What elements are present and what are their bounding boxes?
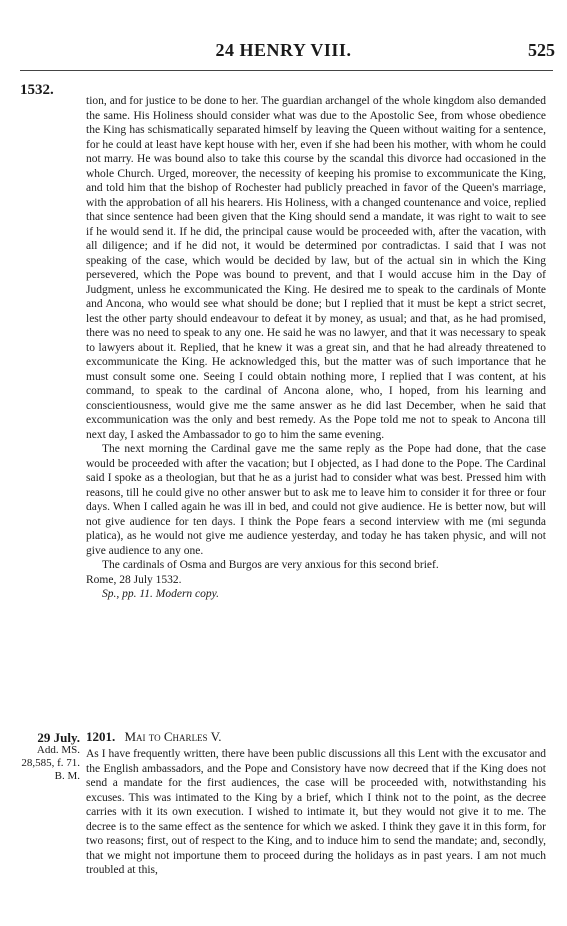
margin-ref-3: B. M. xyxy=(54,770,80,782)
entry-body xyxy=(86,747,546,878)
margin-date: 29 July. xyxy=(37,730,80,745)
paragraph-3: The cardinals of Osma and Burgos are very anxious for this second brief. xyxy=(102,559,439,571)
entry-title: Mai to Charles V. xyxy=(124,729,222,744)
page-number: 525 xyxy=(528,40,555,60)
source-citation: Sp., pp. 11. Modern copy. xyxy=(102,588,220,600)
paragraph-2: The next morning the Cardinal gave me the same reply as the Pope had done, that the case would be proceeded with after the vacation; but I objected, as I had done to the Pope. The Cardinal said I spoke as a theologian, but that he as a jurist had to consider what was best. Pressed him with reasons, till he could give no other answer but to ask me to leave him to consider it for three or four days. When I called again he was ill in bed, and could not give audience. He is better now, but will not give audience for ten days. I think the Pope fears a second interview with me (mi segunda platica), as he would not give me audience yesterday, and today he has taken physic, and will not give audience to any one. xyxy=(86,443,546,557)
margin-ref-2: 28,585, f. 71. xyxy=(21,757,80,769)
date-line: Rome, 28 July 1532. xyxy=(86,573,182,586)
entry-heading xyxy=(86,729,546,745)
margin-year: 1532. xyxy=(20,82,54,98)
paragraph-1: tion, and for justice to be done to her. The guardian archangel of the whole kingdom also demanded the same. His Holiness should consider what was due to the Apostolic See, from whose obedience the King has schismatically separated himself by leaving the Queen without waiting for a sentence, for he could at least have kept house with her, even if she had been his mother, with whom he could not marry. He was bound also to take this course by the scandal this divorce had occasioned in the whole Church. Urged, moreover, the necessity of keeping his promise to excommunicate the King, and told him that the bishop of Rochester had publicly preached in favor of the Queen's marriage, with the approbation of all his hearers. His Holiness, with a changed countenance and voice, replied that since sentence had been given that the King should send a mandate, it was right to wait to see if he would send it. If he did, the principal cause would be proceeded with, after the vacation, with all diligence; and if he did not, it would be determined por contradictas. I said that I was not speaking of the case, which would be decided by law, but of the actual sin in which the King persevered, which the Pope was bound to prevent, and that I would accuse him in the Day of Judgment, unless he excommunicated the King. He desired me to speak to the cardinals of Monte and Ancona, who would see what should be done; but I replied that it must be kept a strict secret, lest the other party should endeavour to defeat it by money, as usual; and that, as he had promised, there was no need to speak to any one. He said he was no lawyer, and that it was necessary to speak to lawyers about it. Replied, that he knew it was a great sin, and that he had already threatened to excommunicate the King. He acknowledged this, but the matter was of such importance that he must consult some one. Seeing I could obtain nothing more, I replied that I was content, at his command, to speak to the cardinal of Ancona alone, who, I hoped, from his learning and conscientiousness, would give me the same answer as he did last December, when he said that excommunication was the only and best remedy. As the Pope told me not to speak to Ancona till next day, I asked the Ambassador to go to him the same evening. xyxy=(86,95,546,441)
margin-notes xyxy=(18,731,80,783)
letter-body xyxy=(86,94,546,602)
running-header xyxy=(0,40,567,62)
library-watermark xyxy=(8,330,36,580)
running-title: 24 HENRY VIII. xyxy=(215,40,352,60)
entry-number: 1201. xyxy=(86,729,116,744)
header-rule xyxy=(20,70,553,71)
entry-paragraph: As I have frequently written, there have been public discussions all this Lent with the excusator and the English ambassadors, and the Pope and Consistory have now decreed that if the King does not send a mandate for the first audiences, the case will be proceeded with, notwithstanding his excuses. This was intimated to the King by a brief, which I think not to the point, as the decree carries with it its own execution. I wished to intimate it, but they would not give it to me. The decree is to the same effect as the sentence for which we asked. I think they gave it in this form, for two reasons; first, out of respect to the King, and to induce him to send the mandate; and, secondly, that we might not importune them to proceed during the holidays as in past years. I am not much troubled at this, xyxy=(86,748,546,876)
margin-ref-1: Add. MS. xyxy=(36,744,80,756)
